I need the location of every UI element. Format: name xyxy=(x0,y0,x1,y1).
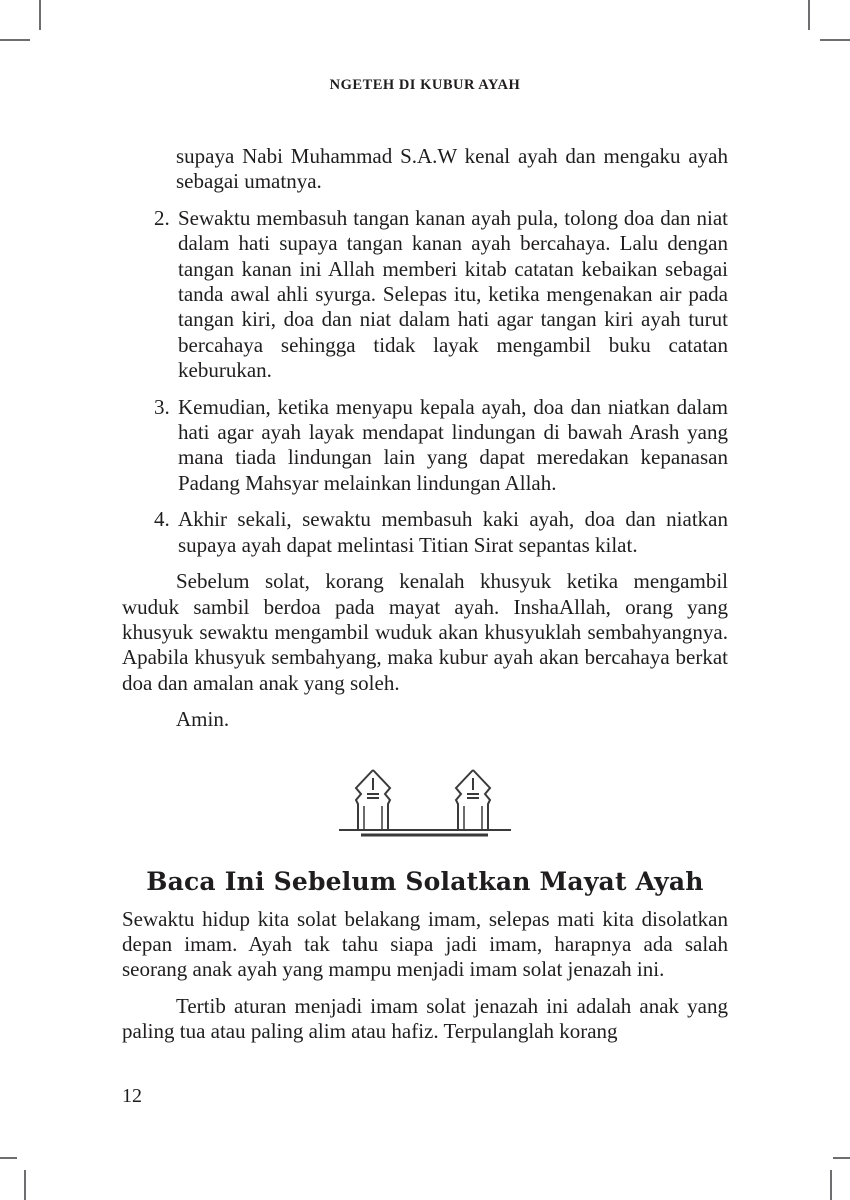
crop-mark-bottom-left-horizontal xyxy=(0,1157,17,1159)
minaret-icon xyxy=(456,770,490,830)
paragraph-wuduk: Sebelum solat, korang kenalah khusyuk ketika mengambil wuduk sambil berdoa pada mayat ayah. InshaAllah, orang yang khusyuk sewaktu mengambil wuduk akan khusyuklah sembahyangnya. Apabila khusyuk sembahyang, maka kubur ayah akan bercahaya berkat doa dan amalan anak yang soleh. xyxy=(122,569,728,695)
section-divider xyxy=(339,763,511,839)
list-item-text: Akhir sekali, sewaktu membasuh kaki ayah, doa dan niatkan supaya ayah dapat melintasi Titian Sirat sepantas kilat. xyxy=(178,507,728,557)
list-item-number: 3. xyxy=(154,394,170,419)
section-paragraph-1: Sewaktu hidup kita solat belakang imam, selepas mati kita disolatkan depan imam. Ayah tak tahu siapa jadi imam, harapnya ada salah seorang anak ayah yang mampu menjadi imam solat jenazah ini. xyxy=(122,906,728,982)
crop-mark-bottom-right-horizontal xyxy=(833,1157,850,1159)
crop-mark-bottom-left-vertical xyxy=(24,1170,26,1200)
list-item-3 xyxy=(122,395,728,497)
list-item-number: 4. xyxy=(154,507,170,532)
running-head: NGETEH DI KUBUR AYAH xyxy=(329,77,521,93)
list-item-text: Sewaktu membasuh tangan kanan ayah pula, tolong doa dan niat dalam hati supaya tangan kanan ayah bercahaya. Lalu dengan tangan kanan ini Allah memberi kitab catatan kebaikan sebagai tanda awal ahli syurga. Selepas itu, ketika mengenakan air pada tangan kiri, doa dan niat dalam hati agar tangan kiri ayah turut bercahaya sehingga tidak layak mengambil buku catatan keburukan. xyxy=(178,205,728,383)
paragraph-continued: supaya Nabi Muhammad S.A.W kenal ayah dan mengaku ayah sebagai umatnya. xyxy=(176,144,728,194)
twin-minarets-icon xyxy=(339,763,511,839)
list-item-2 xyxy=(122,206,728,384)
list-item-4 xyxy=(122,507,728,558)
crop-mark-top-left-horizontal xyxy=(0,39,30,41)
section-paragraph-2: Tertib aturan menjadi imam solat jenazah ini adalah anak yang paling tua atau paling alim atau hafiz. Terpulanglah korang xyxy=(122,993,728,1044)
crop-mark-bottom-right-vertical xyxy=(830,1170,832,1200)
crop-mark-top-left-vertical xyxy=(39,0,41,30)
section-heading: Baca Ini Sebelum Solatkan Mayat Ayah xyxy=(146,866,704,896)
list-item-text: Kemudian, ketika menyapu kepala ayah, doa dan niatkan dalam hati agar ayah layak mendapat lindungan di bawah Arash yang mana tiada lindungan lain yang dapat meredakan kepanasan Padang Mahsyar melainkan lindungan Allah. xyxy=(178,394,728,495)
list-item-number: 2. xyxy=(154,205,170,230)
crop-mark-top-right-vertical xyxy=(808,0,810,30)
minaret-icon xyxy=(356,770,390,830)
paragraph-amin: Amin. xyxy=(176,707,230,732)
page-number: 12 xyxy=(122,1085,142,1107)
page-content xyxy=(122,144,728,1056)
crop-mark-top-right-horizontal xyxy=(820,39,850,41)
